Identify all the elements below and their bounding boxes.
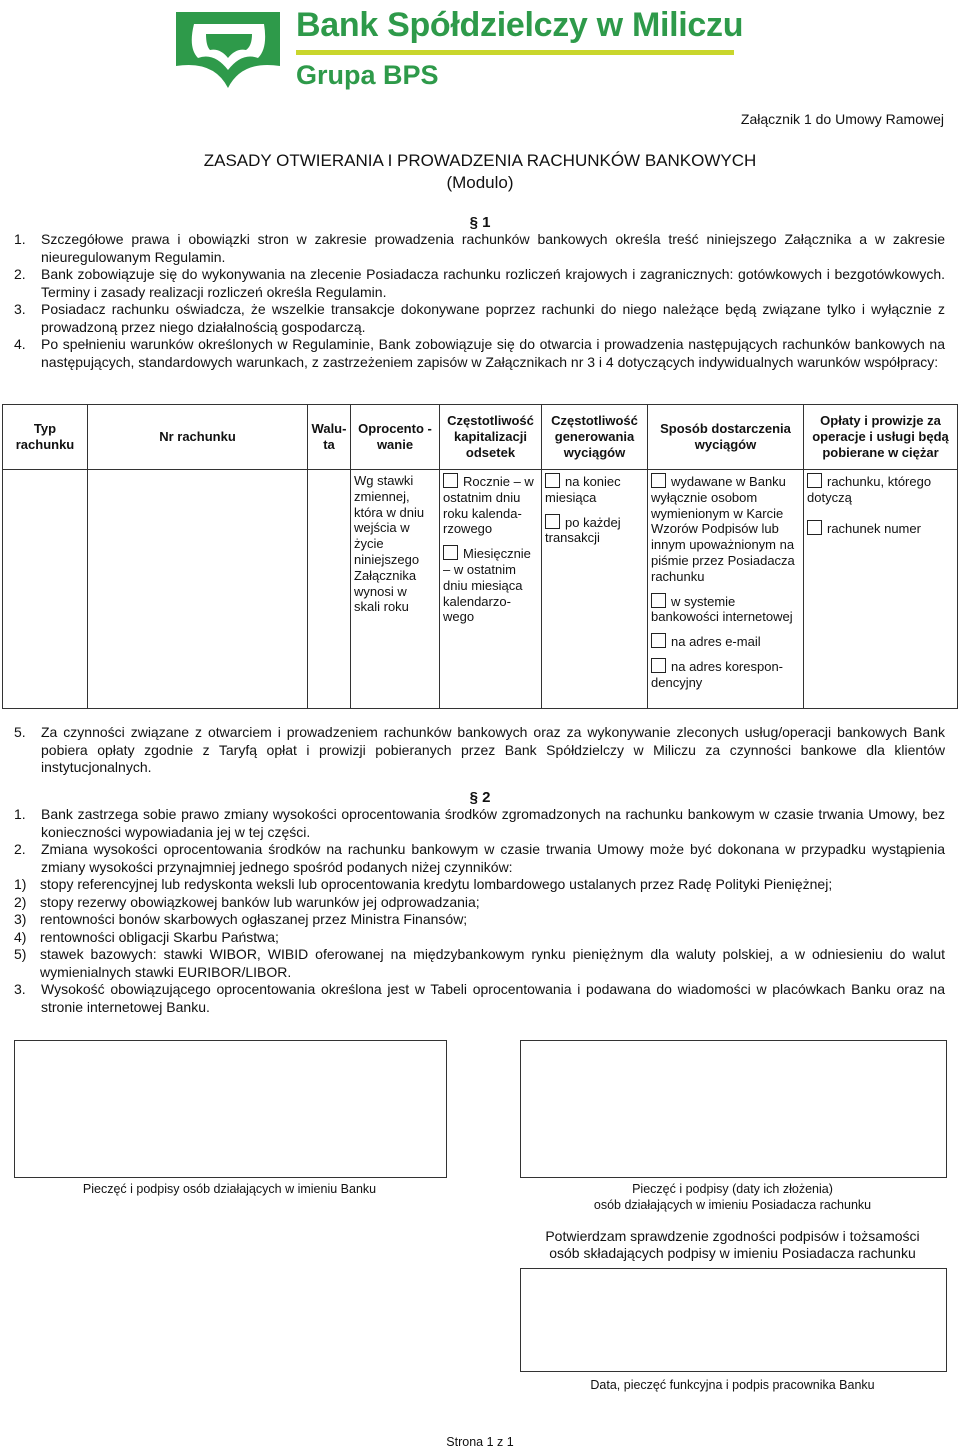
list-item: 5) stawek bazowych: stawki WIBOR, WIBID oferowanej na międzybankowym rynku pieniężnym dla waluty polskiej, a w odniesieniu do walut wymienialnych stawki EURIBOR/LIBOR. (14, 946, 945, 980)
list-item: 2. Zmiana wysokości oprocentowania środków na rachunku bankowym w czasie trwania Umowy może być dokonana w przypadku wystąpienia zmiany wysokości przynajmniej jednego spośród podanych niżej czynników: 1) stopy referencyjnej lub redyskonta weksli lub oprocentowania kredytu lombardowego ustalanych przez Radę Polityki Pieniężnej; 2) stopy rezerwy obowiązkowej banków lub warunków jej odprowadzania; 3) rentowności bonów skarbowych ogłaszanej przez Ministra Finansów; 4) rentowności obligacji Skarbu Państwa; 5) stawek bazowych: stawki WIBOR, WIBID oferowanej na międzybankowym rynku pieniężnym dla waluty polskiej, a w odniesieniu do walut wymienialnych stawki EURIBOR/LIBOR. (14, 841, 945, 980)
table-header-row (3, 405, 958, 470)
list-item: 3. Wysokość obowiązującego oprocentowania określona jest w Tabeli oprocentowania i podawana do wiadomości w placówkach Banku oraz na stronie internetowej Banku. (14, 981, 945, 1015)
bank-signature-box[interactable] (14, 1040, 447, 1178)
delivery-option-internet-banking[interactable]: w systemie bankowości internetowej (651, 593, 793, 625)
holder-signature-caption: Pieczęć i podpisy (daty ich złożenia) osób działających w imieniu Posiadacza rachunku (593, 1182, 872, 1212)
checkbox-icon[interactable] (443, 545, 458, 560)
statement-option-each-transaction[interactable]: po każdej transakcji (545, 514, 621, 546)
list-item: 3) rentowności bonów skarbowych ogłaszanej przez Ministra Finansów; (14, 911, 468, 927)
header-statement-frequency: Częstotliwość generowania wyciągów (542, 405, 648, 470)
capitalization-option-monthly[interactable]: Miesięcznie – w ostatnim dniu miesiąca kalendarzo-wego (443, 546, 531, 625)
verification-statement: Potwierdzam sprawdzenie zgodności podpisów i tożsamości osób składających podpisy w imieniu Posiadacza rachunku (545, 1228, 920, 1261)
list-item: 1) stopy referencyjnej lub redyskonta weksli lub oprocentowania kredytu lombardowego ustalanych przez Radę Polityki Pieniężnej; (14, 876, 833, 892)
header-type: Typ rachunku (3, 405, 88, 470)
delivery-cell (648, 470, 804, 709)
account-type-cell[interactable] (3, 470, 88, 709)
section-1-heading: § 1 (469, 214, 491, 231)
checkbox-icon[interactable] (545, 473, 560, 488)
list-item: 4) rentowności obligacji Skarbu Państwa; (14, 928, 279, 945)
list-item: 5. Za czynności związane z otwarciem i prowadzeniem rachunków bankowych oraz za wykonywanie zleconych usług/operacji bankowych Bank pobiera opłaty zgodnie z Taryfą opłat i prowizji pobieranych przez Bank Spółdzielczy w Miliczu za czynności bankowe dla klientów instytucjonalnych. (14, 724, 945, 775)
list-item: 2. Bank zobowiązuje się do wykonywania na zlecenie Posiadacza rachunku rozliczeń krajowych i zagranicznych: gotówkowych i bezgotówkowych. Terminy i zasady realizacji rozliczeń określa Regulamin. (14, 266, 945, 300)
checkbox-icon[interactable] (807, 520, 822, 535)
section-1-list (14, 231, 945, 371)
employee-signature-caption: Data, pieczęć funkcyjna i podpis pracownika Banku (590, 1378, 875, 1392)
employee-signature-box[interactable] (520, 1268, 947, 1372)
checkbox-icon[interactable] (807, 473, 822, 488)
account-number-cell[interactable] (88, 470, 308, 709)
list-item: 3. Posiadacz rachunku oświadcza, że wszelkie transakcje dokonywane poprzez rachunki do niego należące będą związane tylko i wyłącznie z prowadzoną przez niego działalnością gospodarczą. (14, 301, 945, 335)
fees-cell (804, 470, 958, 709)
bank-logo-icon (172, 8, 284, 90)
delivery-option-email[interactable]: na adres e-mail (651, 633, 800, 650)
capitalization-cell (440, 470, 542, 709)
document-title-line2: (Modulo) (446, 173, 514, 192)
group-name: Grupa BPS (296, 60, 439, 90)
checkbox-icon[interactable] (651, 658, 666, 673)
holder-signature-box[interactable] (520, 1040, 947, 1178)
delivery-option-branch[interactable]: wydawane w Banku wyłącznie osobom wymienionym w Karcie Wzorów Podpisów lub innym upoważnionym na piśmie przez Posiadacza rachunku (651, 474, 795, 584)
section-2-list (14, 806, 945, 1016)
document-title (0, 150, 960, 194)
header-capitalization: Częstotliwość kapitalizacji odsetek (440, 405, 542, 470)
list-item: 1. Szczegółowe prawa i obowiązki stron w zakresie prowadzenia rachunków bankowych określa treść niniejszego Załącznika a w zakresie nieuregulowanym Regulamin. (14, 231, 945, 265)
header-number: Nr rachunku (88, 405, 308, 470)
list-item: 1. Bank zastrzega sobie prawo zmiany wysokości oprocentowania środków zgromadzonych na rachunku bankowym w czasie trwania Umowy, bez konieczności wypowiadania jej w tej części. (14, 806, 945, 840)
delivery-option-postal[interactable]: na adres korespon-dencyjny (651, 658, 784, 690)
fees-option-same-account[interactable]: rachunku, którego dotyczą (807, 474, 932, 505)
interest-cell[interactable]: Wg stawki zmiennej, która w dniu wejścia w życie niniejszego Załącznika wynosi w skali roku (351, 470, 440, 709)
document-title-line1: ZASADY OTWIERANIA I PROWADZENIA RACHUNKÓW BANKOWYCH (203, 151, 757, 170)
section-2-heading: § 2 (469, 789, 491, 806)
checkbox-icon[interactable] (545, 514, 560, 529)
annex-label: Załącznik 1 do Umowy Ramowej (740, 111, 944, 127)
header-fees: Opłaty i prowizje za operacje i usługi będą pobierane w ciężar (804, 405, 958, 470)
list-item: 4. Po spełnieniu warunków określonych w Regulaminie, Bank zobowiązuje się do otwarcia i prowadzenia następujących rachunków bankowych na następujących, standardowych warunkach, z zastrzeżeniem zapisów w Załącznikach nr 3 i 4 dotyczących indywidualnych warunków współpracy: (14, 336, 945, 370)
checkbox-icon[interactable] (651, 473, 666, 488)
capitalization-option-yearly[interactable]: Rocznie – w ostatnim dniu roku kalenda-rzowego (443, 474, 534, 537)
section-1-item-5 (14, 724, 945, 777)
table-row (3, 470, 958, 709)
checkbox-icon[interactable] (651, 593, 666, 608)
page-number: Strona 1 z 1 (446, 1435, 514, 1449)
brand-underline (296, 50, 734, 55)
bank-signature-caption: Pieczęć i podpisy osób działających w imieniu Banku (82, 1182, 377, 1196)
header-interest: Oprocento - wanie (351, 405, 440, 470)
factors-list (14, 876, 945, 981)
accounts-table (2, 404, 958, 709)
checkbox-icon[interactable] (443, 473, 458, 488)
checkbox-icon[interactable] (651, 633, 666, 648)
statement-option-month-end[interactable]: na koniec miesiąca (545, 474, 621, 505)
list-item: 2) stopy rezerwy obowiązkowej banków lub warunków jej odprowadzania; (14, 893, 480, 910)
bank-name: Bank Spółdzielczy w Miliczu (296, 6, 744, 44)
header-currency: Walu-ta (308, 405, 351, 470)
header-delivery: Sposób dostarczenia wyciągów (648, 405, 804, 470)
fees-option-account-number[interactable]: rachunek numer (807, 520, 954, 537)
statement-frequency-cell (542, 470, 648, 709)
currency-cell[interactable] (308, 470, 351, 709)
